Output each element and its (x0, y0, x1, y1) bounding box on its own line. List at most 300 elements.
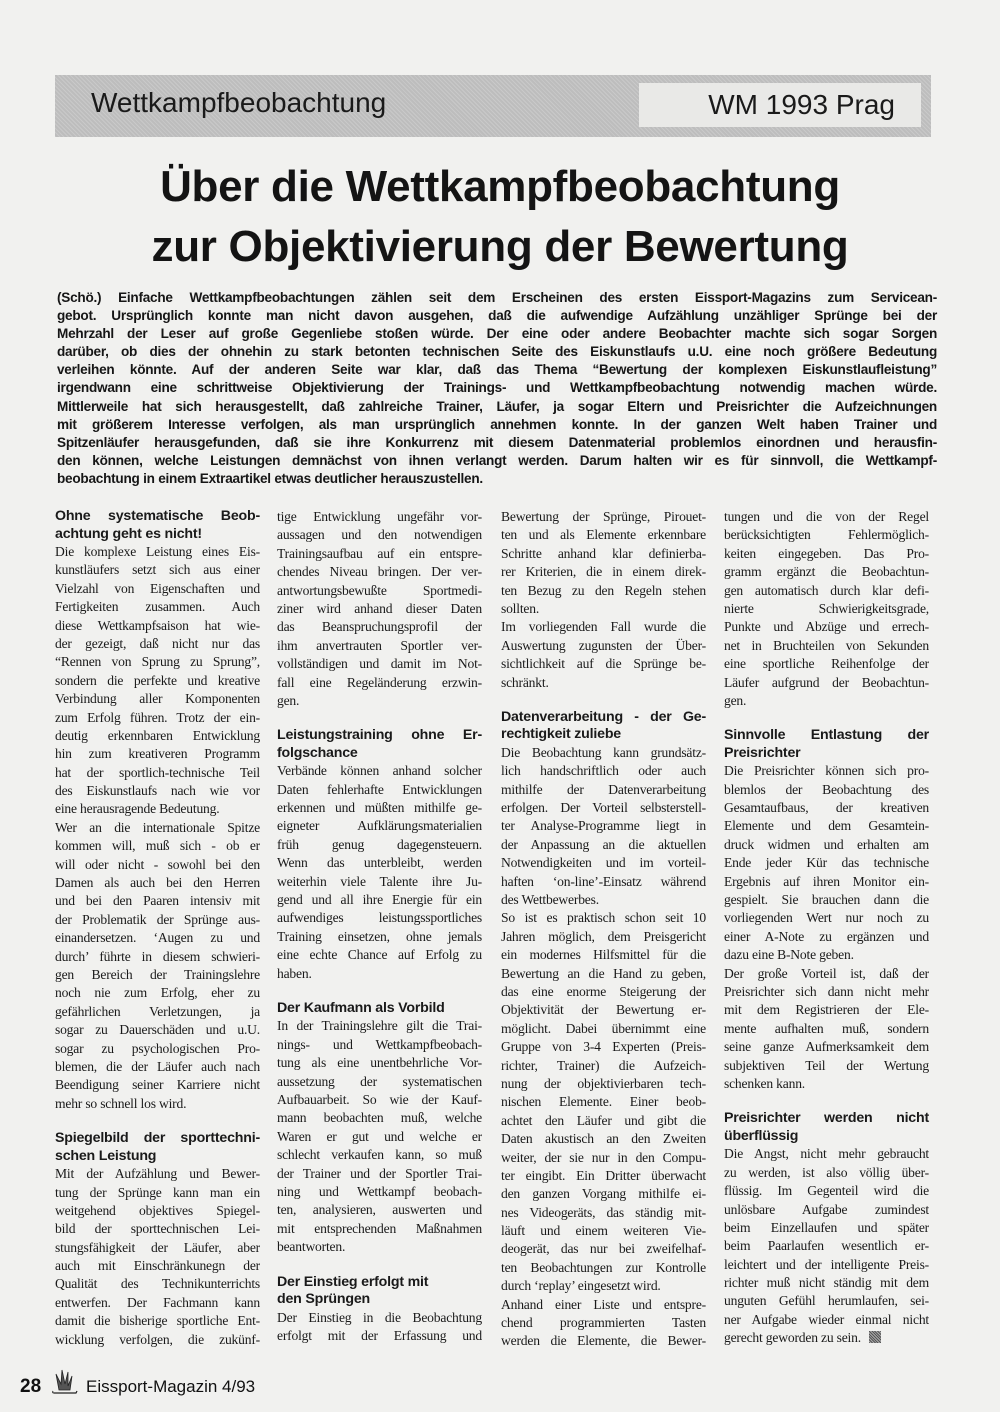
line-text: keiten eingegeben. Das Pro- (724, 545, 929, 561)
line-text: weiter, der sie nur in den Compu- (501, 1149, 706, 1165)
line-text: erkennen und müßten mithilfe ge- (277, 800, 482, 816)
line-text: schenken kann. (724, 1075, 805, 1091)
line-text: mit entsprechenden Maßnahmen (277, 1220, 482, 1236)
body-text-line (724, 909, 929, 927)
line-text: Mit der Aufzählung und Bewer- (55, 1166, 260, 1182)
body-text-line (55, 984, 260, 1002)
line-text: leichtert und der intelligente Preis- (724, 1256, 929, 1272)
line-text: will oder nicht - sowohl bei den (55, 856, 260, 872)
body-text-line (277, 545, 482, 563)
line-text: net in Bruchteilen von Sekunden (724, 637, 929, 653)
body-text-line (724, 1311, 929, 1329)
body-text-line (724, 1292, 929, 1310)
line-text: sogar zu psychologischen Pro- (55, 1040, 260, 1056)
line-text: erfolgen. Der Vorteil selbsterstell- (501, 800, 706, 816)
lead-line: irgendwann eine schrittweise Objektivierung der Trainings- und Wettkampfbeobachtung notwendig machen würde. (57, 380, 937, 396)
line-text: blemen, die der Läufer auch nach (55, 1058, 260, 1074)
lead-line: darüber, ob dies der ohnehin zu stark betonten technischen Seite des Eiskunstlaufs u.U. eine noch größere Bedeutung (57, 344, 937, 360)
body-text-line (501, 983, 706, 1001)
body-text-line (277, 836, 482, 854)
body-text-line (724, 873, 929, 891)
line-text: blemlos der Beobachtung des (724, 781, 929, 797)
body-text-line (501, 1240, 706, 1258)
line-text: Gruppe von 3-4 Experten (Preis- (501, 1039, 706, 1055)
body-text-line (724, 836, 929, 854)
line-text: wicklung verfolgen, die zukünf- (55, 1331, 260, 1347)
line-text: Beendigung seiner Karriere nicht (55, 1077, 260, 1093)
body-text-line (55, 617, 260, 635)
heading-text: Ohne systematische Beob- (55, 508, 260, 524)
line-text: vollständigen und damit im Not- (277, 656, 482, 672)
body-text-line (501, 1112, 706, 1130)
paragraph-gap (277, 1257, 482, 1274)
line-text: Elemente und dem Gesamtein- (724, 818, 929, 834)
body-text-line (501, 965, 706, 983)
body-text-line (55, 1312, 260, 1330)
body-text-line (724, 563, 929, 581)
body-text-line (501, 1332, 706, 1350)
line-text: aussetzung der systematischen (277, 1073, 482, 1089)
line-text: tungen und die von der Regel (724, 509, 929, 524)
line-text: aufwendiges leistungssportliches (277, 910, 482, 926)
line-text: zum Erfolg führen. Trotz der ein- (55, 709, 260, 725)
line-text: auch mit Einschränkunegn der (55, 1258, 260, 1274)
line-text: haben. (277, 965, 312, 981)
body-text-line (724, 1020, 929, 1038)
line-text: der gezeigt, daß nicht nur das (55, 635, 260, 651)
paragraph-gap (277, 983, 482, 1000)
lead-line: Spitzenläufer herausgefunden, daß sie ihre Konkurrenz mit diesem Datenmaterial problemlos einordnen und herausfin- (57, 434, 937, 450)
line-text: mithilfe der Datenverarbeitung (501, 781, 706, 797)
line-text: Bewertung an die Hand zu geben, (501, 965, 706, 981)
body-text-line (277, 817, 482, 835)
lead-line: (Schö.) Einfache Wettkampfbeobachtungen zählen seit dem Erscheinen des ersten Eissport-Magazins zum Servicean- (57, 290, 937, 305)
body-text-line (55, 1202, 260, 1220)
line-text: Preisrichter sich dann nicht mehr (724, 983, 929, 999)
body-text-line (277, 1309, 482, 1327)
section-heading (724, 745, 929, 763)
line-text: weitgehend objektives Spiegel- (55, 1202, 260, 1218)
body-text-line (724, 1145, 929, 1163)
body-text-line (277, 1201, 482, 1219)
lead-line: gebot. Ursprünglich konnte man nicht davon ausgehen, daß die aufwendige Aufzählung unzähliger Sprünge bei der (57, 308, 937, 324)
heading-text: folgschance (277, 744, 358, 761)
body-text-line (501, 873, 706, 891)
body-text-line (277, 1091, 482, 1109)
line-text: noch nie zum Erfolg, eher zu (55, 985, 260, 1001)
line-text: deogerät, das nur bei zweifelhaf- (501, 1241, 706, 1257)
body-text-line (501, 1222, 706, 1240)
body-text-line (724, 1001, 929, 1019)
heading-text: rechtigkeit zuliebe (501, 726, 621, 743)
line-text: Punkte und Abzüge und errech- (724, 619, 929, 635)
line-text: Verbindung aller Komponenten (55, 691, 260, 707)
line-text: Damen als auch bei den Herren (55, 875, 260, 891)
line-text: nung der objektivierbaren tech- (501, 1075, 706, 1091)
line-text: Trainingsaufbau auf ein entspre- (277, 545, 482, 561)
body-text-line (724, 928, 929, 946)
end-of-article-icon (869, 1331, 881, 1343)
body-text-line (501, 1277, 706, 1295)
line-text: lich handschriftlich oder auch (501, 763, 706, 779)
body-text-line (55, 837, 260, 855)
heading-text: Preisrichter werden nicht (724, 1110, 929, 1127)
body-text-line (55, 929, 260, 947)
body-text-line (501, 928, 706, 946)
body-text-line (501, 1259, 706, 1277)
skate-logo-icon (50, 1366, 82, 1398)
body-text-line (724, 1274, 929, 1292)
line-text: des Wettbewerbes. (501, 892, 599, 908)
lead-paragraph (57, 289, 937, 488)
body-text-line (277, 508, 482, 526)
lead-line: Mehrzahl der Leser auf große Gegenliebe stoßen würde. Der eine oder andere Beobachter machte sich sogar Sorgen (57, 326, 937, 342)
line-text: Der große Vorteil ist, daß der (724, 965, 929, 981)
line-text: weiterhin viele Talente ihre Ju- (277, 873, 482, 889)
body-text-line (724, 655, 929, 673)
line-text: Wenn das unterbleibt, werden (277, 855, 482, 871)
line-text: gen automatisch durch klar defi- (724, 582, 929, 598)
line-text: der Problematik der Sprünge aus- (55, 911, 260, 927)
heading-text: den Sprüngen (277, 1291, 370, 1308)
body-text-line (277, 762, 482, 780)
line-text: ten und als Elemente erkennbare (501, 527, 706, 543)
line-text: ner Aufgabe wieder einmal nicht (724, 1311, 929, 1327)
line-text: ter Analyse-Programme liegt in (501, 818, 706, 834)
body-text-line (55, 690, 260, 708)
line-text: mann beobachten muß, welche (277, 1110, 482, 1126)
paragraph-gap (277, 710, 482, 727)
line-text: gen. (277, 692, 300, 708)
body-text-line (277, 781, 482, 799)
body-text-line (55, 561, 260, 579)
body-text-line (501, 1130, 706, 1148)
body-text-line (55, 948, 260, 966)
line-text: Objektivität der Bewertung er- (501, 1002, 706, 1018)
line-text: unguten Gefühl herumlaufen, sei- (724, 1293, 929, 1309)
line-text: Der Einstieg in die Beobachtung (277, 1309, 482, 1325)
line-text: ter eingibt. Ein Dritter überwacht (501, 1167, 706, 1183)
line-text: einandersetzen. ‘Augen zu und (55, 930, 260, 946)
body-text-line (724, 1201, 929, 1219)
section-heading (724, 1110, 929, 1128)
text-column-3 (501, 508, 706, 1351)
body-text-line (277, 563, 482, 581)
body-text-line (55, 892, 260, 910)
body-text-line (277, 1128, 482, 1146)
section-heading (501, 726, 706, 744)
body-text-line (501, 545, 706, 563)
body-text-line (277, 582, 482, 600)
line-text: Anhand einer Liste und entspre- (501, 1296, 706, 1312)
line-text: zu werden, ist also völlig über- (724, 1164, 929, 1180)
body-text-line (277, 655, 482, 673)
line-text: schränkt. (501, 674, 549, 690)
section-heading (724, 727, 929, 745)
line-text: Schritte anhand klar definierba- (501, 545, 706, 561)
magazine-issue: Eissport-Magazin 4/93 (86, 1377, 256, 1396)
line-text: Läufer aufgrund der Beobachtun- (724, 674, 929, 690)
line-text: gramm ergänzt die Beobachtun- (724, 564, 929, 580)
line-text: Waren er gut und welche er (277, 1128, 482, 1144)
line-text: Qualität des Technikunterrichts (55, 1276, 260, 1292)
body-text-line (55, 874, 260, 892)
body-text-line (724, 1075, 929, 1093)
line-text: ten, analysieren, auswerten und (277, 1202, 482, 1218)
body-text-line (277, 1327, 482, 1345)
lead-line: beobachtung in einem Extraartikel etwas deutlicher herauszustellen. (57, 470, 483, 486)
section-heading (724, 1128, 929, 1146)
heading-text: achtung geht es nicht! (55, 525, 202, 542)
body-text-line (55, 1239, 260, 1257)
body-text-line (501, 655, 706, 673)
body-text-line (55, 672, 260, 690)
section-heading (55, 1148, 260, 1166)
body-text-line (277, 799, 482, 817)
section-heading (277, 745, 482, 763)
body-text-line (55, 966, 260, 984)
line-text: druck widmen und erhalten am (724, 836, 929, 852)
line-text: schlecht verkaufen kann, so muß (277, 1147, 482, 1163)
body-text-line (501, 1075, 706, 1093)
line-text: unlösbare Aufgabe zumindest (724, 1201, 929, 1217)
body-text-line (277, 909, 482, 927)
body-text-line (55, 800, 260, 818)
line-text: hat der sportlich-technische Teil (55, 764, 260, 780)
body-text-line (501, 891, 706, 909)
line-text: sollten. (501, 600, 540, 616)
line-text: nings- und Wettkampfbeobach- (277, 1036, 482, 1052)
line-text: mente aufhalten muß, sondern (724, 1020, 929, 1036)
line-text: Bewertung der Sprünge, Pirouet- (501, 509, 706, 524)
body-text-line (501, 1296, 706, 1314)
line-text: eine sportliche Reihenfolge der (724, 656, 929, 672)
line-text: Jahren möglich, dem Preisgericht (501, 928, 706, 944)
body-text-line (277, 637, 482, 655)
line-text: Die Beobachtung kann grundsätz- (501, 744, 706, 760)
body-text-line (277, 1017, 482, 1035)
event-label: WM 1993 Prag (639, 83, 921, 127)
body-text-line (501, 1167, 706, 1185)
body-text-line (501, 744, 706, 762)
body-text-line (724, 799, 929, 817)
lead-line: den können, welche Leistungen demnächst von ihnen verlangt werden. Darum halten wir es für sinnvoll, die Wettkampf- (57, 452, 937, 468)
body-text-line (501, 1057, 706, 1075)
body-text-line (501, 836, 706, 854)
body-text-line (724, 817, 929, 835)
body-text-line (724, 1182, 929, 1200)
body-text-line (277, 1109, 482, 1127)
body-text-line (501, 600, 706, 618)
line-text: nischen Elemente. Einer beob- (501, 1094, 706, 1110)
body-text-line (277, 600, 482, 618)
line-text: tung als eine unentbehrliche Vor- (277, 1055, 482, 1071)
line-text: Verbände können anhand solcher (277, 763, 482, 779)
body-text-line (724, 781, 929, 799)
body-text-line (501, 1093, 706, 1111)
body-text-line (277, 1146, 482, 1164)
text-column-4 (724, 508, 929, 1348)
body-text-line (277, 526, 482, 544)
body-text-line (55, 764, 260, 782)
line-text: der Trainer und der Sportler Trai- (277, 1165, 482, 1181)
line-text: läuft und einem weiteren Vie- (501, 1223, 706, 1239)
body-text-line (55, 727, 260, 745)
body-text-line (724, 891, 929, 909)
body-text-line (724, 1219, 929, 1237)
body-text-line (501, 563, 706, 581)
body-text-line (55, 709, 260, 727)
body-text-line (724, 1038, 929, 1056)
paragraph-gap (501, 692, 706, 709)
body-text-line (277, 674, 482, 692)
line-text: So ist es praktisch schon seit 10 (501, 910, 706, 926)
body-text-line (277, 692, 482, 710)
line-text: dazu eine B-Note geben. (724, 947, 854, 963)
body-text-line (55, 1076, 260, 1094)
section-heading (277, 727, 482, 745)
line-text: Gesamtaufbaus, der kreativen (724, 800, 929, 816)
paragraph-gap (724, 710, 929, 727)
body-text-line (501, 637, 706, 655)
body-text-line (55, 782, 260, 800)
line-text: vorliegenden Wert nur noch zu (724, 910, 929, 926)
heading-text: überflüssig (724, 1127, 799, 1144)
line-text: Die Angst, nicht mehr gebraucht (724, 1146, 929, 1162)
text-column-1 (55, 508, 260, 1349)
line-text: fall eine Regeländerung erzwin- (277, 674, 482, 690)
line-text: beim Einzellaufen und später (724, 1219, 929, 1235)
body-text-line (55, 745, 260, 763)
body-text-line (501, 1314, 706, 1332)
body-text-line (55, 1058, 260, 1076)
section-heading (277, 1000, 482, 1018)
line-text: antwortungsbewußte Sportmedi- (277, 582, 482, 598)
body-text-line (501, 1204, 706, 1222)
line-text: durch’ führte in diesem schwieri- (55, 948, 260, 964)
body-text-line (55, 1003, 260, 1021)
section-heading (501, 709, 706, 727)
body-text-line (277, 1054, 482, 1072)
line-text: möglicht. Dabei übernimmt eine (501, 1020, 706, 1036)
line-text: das Beanspruchungsprofil der (277, 619, 482, 635)
body-text-line (55, 1095, 260, 1113)
line-text: Fertigkeiten zusammen. Auch (55, 599, 260, 615)
line-text: mehr so schnell los wird. (55, 1095, 187, 1111)
section-heading (55, 1130, 260, 1148)
body-text-line (724, 1329, 929, 1347)
body-text-line (724, 637, 929, 655)
body-text-line (501, 1020, 706, 1038)
article-title-line-1: Über die Wettkampfbeobachtung (160, 162, 840, 211)
body-text-line (277, 946, 482, 964)
body-text-line (55, 1294, 260, 1312)
heading-text: Spiegelbild der sporttechni- (55, 1130, 260, 1147)
heading-text: Der Einstieg erfolgt mit (277, 1273, 429, 1290)
body-text-line (501, 1149, 706, 1167)
line-text: der Anpassung an die aktuellen (501, 836, 706, 852)
body-text-line (55, 819, 260, 837)
line-text: berücksichtigten Fehlermöglich- (724, 527, 929, 543)
line-text: richter, Trainer) die Aufzeich- (501, 1057, 706, 1073)
body-text-line (501, 1038, 706, 1056)
body-text-line (501, 618, 706, 636)
lead-line: verleihen könnte. Auf der anderen Seite war klar, daß das Thema “Bewertung der komplexen Eiskunstlaufleistung” (57, 362, 937, 378)
body-text-line (501, 508, 706, 526)
heading-text: Leistungstraining ohne Er- (277, 727, 482, 744)
body-text-line (724, 983, 929, 1001)
line-text: beim Paarlaufen wesentlich er- (724, 1238, 929, 1254)
body-text-line (55, 653, 260, 671)
line-text: Ende jeder Kür das technische (724, 855, 929, 871)
line-text: bild der sporttechnischen Lei- (55, 1221, 260, 1237)
line-text: ein modernes Hilfsmittel für die (501, 947, 706, 963)
line-text: Auswertung zugunsten der Über- (501, 637, 706, 653)
section-heading (55, 526, 260, 544)
line-text: damit die bisherige sportliche Ent- (55, 1313, 260, 1329)
line-text: nes Videogeräts, das ständig mit- (501, 1204, 706, 1220)
line-text: gend und all ihre Energie für ein (277, 892, 482, 908)
body-text-line (55, 1165, 260, 1183)
body-text-line (55, 911, 260, 929)
line-text: des Eiskunstlaufs nach wie vor (55, 783, 260, 799)
body-text-line (55, 1040, 260, 1058)
heading-text: Datenverarbeitung - der Ge- (501, 708, 706, 725)
paragraph-gap (55, 1113, 260, 1130)
line-text: erfolgt mit der Erfassung und (277, 1327, 482, 1343)
section-heading (277, 1291, 482, 1309)
paragraph-gap (724, 1093, 929, 1110)
line-text: gen Bereich der Trainingslehre (55, 966, 260, 982)
body-text-line (501, 762, 706, 780)
heading-text: schen Leistung (55, 1147, 157, 1164)
line-text: gefährlichen Verletzungen, ja (55, 1003, 260, 1019)
line-text: und bei den Paaren intensiv mit (55, 893, 260, 909)
page-number: 28 (20, 1376, 42, 1397)
body-text-line (277, 1036, 482, 1054)
line-text: das eine enorme Steigerung der (501, 983, 706, 999)
body-text-line (724, 1164, 929, 1182)
line-text: eine echte Chance auf Erfolg zu (277, 947, 482, 963)
line-text: tung der Sprünge kann man ein (55, 1184, 260, 1200)
body-text-line (55, 543, 260, 561)
body-text-line (724, 545, 929, 563)
line-text: Die komplexe Leistung eines Eis- (55, 544, 260, 559)
body-text-line (724, 946, 929, 964)
body-text-line (277, 891, 482, 909)
line-text: Die Preisrichter können sich pro- (724, 763, 929, 779)
line-text: tige Entwicklung ungefähr vor- (277, 509, 482, 524)
line-text: den ganzen Vorgang mithilfe ei- (501, 1186, 706, 1202)
body-text-line (501, 817, 706, 835)
body-text-line (55, 1331, 260, 1349)
line-text: Daten akustisch an den Zweiten (501, 1131, 706, 1147)
line-text: ning und Wettkampf beobach- (277, 1184, 482, 1199)
line-text: hin zum kreativeren Programm (55, 746, 260, 762)
body-text-line (55, 580, 260, 598)
line-text: gespielt. Sie brauchen dann die (724, 892, 929, 908)
line-text: eine herausragende Bedeutung. (55, 801, 220, 817)
line-text: haften ‘on-line’-Einsatz während (501, 873, 706, 889)
line-text: subjektiven Teil der Wertung (724, 1057, 929, 1073)
line-text: gerecht geworden zu sein. (724, 1330, 861, 1346)
body-text-line (55, 1021, 260, 1039)
line-text: kunstläufers setzt sich aus einer (55, 562, 260, 578)
line-text: aussagen und den notwendigen (277, 527, 482, 543)
body-text-line (55, 856, 260, 874)
line-text: werden die Elemente, die Bewer- (501, 1333, 706, 1349)
body-text-line (724, 526, 929, 544)
